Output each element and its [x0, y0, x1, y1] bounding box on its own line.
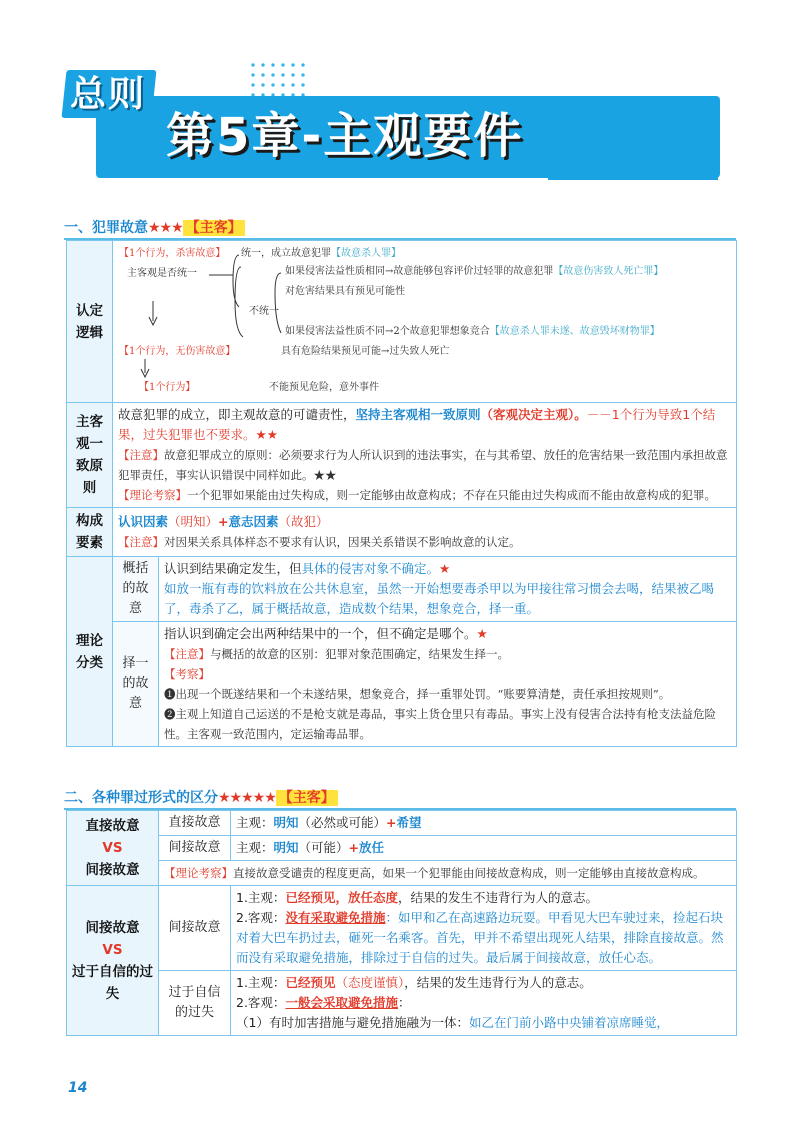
principle-text: －－1个行为导致1个结果，过失犯罪也不要求。★★	[118, 407, 716, 442]
logic-text: 不统一	[249, 306, 279, 317]
section-title: 二、各种罪过形式的区分	[64, 790, 218, 806]
star-rating: ★	[476, 626, 488, 641]
note-tag: 【注意】	[164, 647, 210, 661]
note-tag: 【理论考察】	[164, 866, 233, 880]
cell-emphasis: 明知	[273, 815, 299, 830]
sub-label: 间接故意	[159, 886, 231, 971]
section-heading-1	[64, 218, 245, 238]
row-label: 构成要素	[67, 508, 113, 557]
principle-text: 故意犯罪的成立，即主观故意的可谴责性，	[118, 407, 356, 422]
indirect-intent-cell	[231, 836, 737, 861]
logic-text: 不能预见危险，意外事件	[269, 382, 379, 393]
note-tag: 【注意】	[118, 448, 164, 462]
principle-cell	[113, 403, 737, 508]
row-label	[67, 811, 159, 886]
cell-emphasis: 希望	[396, 815, 422, 830]
logic-text: 【故意杀人罪未遂、故意毁坏财物罪】	[489, 326, 660, 337]
cell-emphasis: 已经预见，放任态度	[285, 890, 398, 905]
cell-text: 1.主观：	[236, 975, 286, 990]
cell-text: （必然或可能）	[298, 815, 387, 830]
cell-text: ，结果的发生违背行为人的意志。	[404, 975, 592, 990]
element-text: +	[218, 514, 229, 529]
cell-text: 2.客观：	[236, 910, 286, 925]
table-row	[67, 811, 737, 836]
principle-emphasis: 坚持主客观相一致原则	[355, 407, 481, 422]
cell-text: （态度谨慎）	[335, 975, 405, 990]
logic-text: 如果侵害法益性质相同→故意能够包容评价过轻罪的故意犯罪	[285, 266, 554, 277]
general-intent-cell	[159, 557, 737, 622]
sub-label: 间接故意	[159, 836, 231, 861]
cell-text: 2.客观：	[236, 995, 286, 1010]
cell-text: +	[348, 840, 360, 855]
element-term: 意志因素	[228, 514, 279, 529]
theory-emphasis: 具体的侵害对象不确定。	[301, 561, 440, 576]
logic-brackets	[113, 241, 691, 403]
row-label: 理论分类	[67, 557, 113, 747]
cell-emphasis: 明知	[273, 840, 299, 855]
logic-diagram	[113, 241, 737, 403]
compare-term: 直接故意	[85, 818, 140, 834]
star-rating: ★	[439, 561, 451, 576]
logic-text: 【1个行为，无伤害故意】	[119, 346, 236, 357]
sub-label: 择一的故意	[113, 622, 159, 747]
theory-example: 如放一瓶有毒的饮料放在公共休息室，虽然一开始想要毒杀甲以为甲接往常习惯会去喝，结果被乙喝了，毒杀了乙，属于概括故意，造成数个结果，想象竞合，择一重。	[164, 581, 715, 616]
chapter-title: 第5章-主观要件	[166, 108, 524, 164]
cell-emphasis: 放任	[359, 840, 385, 855]
cell-text: （可能）	[298, 840, 349, 855]
compare-term: 间接故意	[85, 862, 140, 878]
chapter-banner	[0, 0, 800, 200]
table-row	[67, 508, 737, 557]
note-text: 与概括的故意的区别：犯罪对象范围确定，结果发生择一。	[210, 647, 509, 661]
cell-text: 1.主观：	[236, 890, 286, 905]
logic-text: 【故意杀人罪】	[331, 248, 401, 259]
row-label	[67, 886, 159, 1036]
cell-emphasis: 已经预见	[285, 975, 336, 990]
part-tag: 总则	[70, 74, 147, 115]
theory-text: 认识到结果确定发生，但	[164, 561, 302, 576]
table-row	[67, 971, 737, 1036]
sub-label: 过于自信的过失	[159, 971, 231, 1036]
section-heading-2	[64, 788, 338, 808]
note-text: 直接故意受谴责的程度更高，如果一个犯罪能由间接故意构成，则一定能够由直接故意构成。	[233, 866, 705, 880]
cell-text: +	[386, 815, 397, 830]
logic-text: 主客观是否统一	[127, 268, 197, 279]
note-tag: 【考察】	[164, 667, 210, 681]
logic-text: 对危害结果具有预见可能性	[285, 286, 405, 297]
note-text: 对因果关系具体样态不要求有认识，因果关系错误不影响故意的认定。	[164, 535, 521, 549]
table-row	[67, 886, 737, 971]
table-row	[67, 622, 737, 747]
star-rating: ★★★	[148, 220, 183, 236]
element-text: （故犯）	[278, 514, 329, 529]
criminal-intent-table	[66, 240, 737, 747]
star-rating: ★★★★★	[218, 790, 276, 806]
table-row	[67, 241, 737, 403]
logic-text: 统一，成立故意犯罪	[241, 248, 331, 259]
cell-text: 主观：	[236, 840, 274, 855]
section-title: 一、犯罪故意	[64, 220, 148, 236]
element-text: （明知）	[168, 514, 219, 529]
indirect-intent-detail-cell	[231, 886, 737, 971]
cell-example: 如乙在门前小路中央铺着凉席睡觉，	[468, 1015, 669, 1030]
direct-intent-cell	[231, 811, 737, 836]
cell-emphasis: 没有采取避免措施	[285, 910, 386, 925]
cell-text: （1）有时加害措施与避免措施融为一体：	[236, 1015, 469, 1030]
table-row	[67, 836, 737, 861]
vs-label: VS	[102, 941, 123, 958]
row-label: 认定逻辑	[67, 241, 113, 403]
theory-text: 指认识到确定会出两种结果中的一个，但不确定是哪个。	[164, 626, 477, 641]
logic-text: 【1个行为】	[139, 382, 196, 393]
logic-text: 如果侵害法益性质不同→2个故意犯罪想象竞合	[285, 326, 490, 337]
section-tag: 【主客】	[183, 220, 245, 236]
note-text: 故意犯罪成立的原则：必须要求行为人所认识到的违法事实，在与其希望、放任的危害结果一致范围内承担故意犯罪责任，事实认识错误中同样如此。★★	[118, 448, 728, 482]
note-text: ❷主观上知道自己运送的不是枪支就是毒品，事实上货仓里只有毒品。事实上没有侵害合法持有枪支法益危险性。主客观一致范围内，定运输毒品罪。	[164, 707, 716, 741]
fault-forms-table	[66, 810, 737, 1036]
page-number: 14	[68, 1080, 88, 1096]
section-tag: 【主客】	[276, 790, 338, 806]
table-row	[67, 557, 737, 622]
note-text: 一个犯罪如果能由过失构成，则一定能够由故意构成；不存在只能由过失构成而不能由故意构成的犯罪。	[187, 488, 716, 502]
alternative-intent-cell	[159, 622, 737, 747]
cell-example: ：如甲和乙在高速路边玩耍。甲看见大巴车驶过来，捡起石块对着大巴车扔过去，砸死一名乘客。首先，甲并不希望出现死人结果，排除直接故意。然而没有采取避免措施，排除过于自信的过失。最后属于间接故意，放任心态。	[236, 910, 724, 965]
table-row	[67, 403, 737, 508]
principle-emphasis: （客观决定主观）。	[480, 407, 587, 422]
overconfident-negligence-cell	[231, 971, 737, 1036]
logic-text: 【故意伤害致人死亡罪】	[553, 266, 664, 277]
cell-text: ，结果的发生不违背行为人的意志。	[397, 890, 598, 905]
theory-note-cell	[159, 861, 737, 886]
cell-emphasis: 一般会采取避免措施	[285, 995, 398, 1010]
elements-cell	[113, 508, 737, 557]
table-row	[67, 861, 737, 886]
vs-label: VS	[102, 840, 123, 856]
logic-text: 具有危险结果预见可能→过失致人死亡	[281, 346, 450, 357]
element-term: 认识因素	[118, 514, 169, 529]
logic-text: 【1个行为，杀害故意】	[119, 248, 226, 259]
cell-text: 主观：	[236, 815, 274, 830]
sub-label: 概括的故意	[113, 557, 159, 622]
cell-text: ：	[397, 995, 411, 1010]
note-text: ❶出现一个既遂结果和一个未遂结果，想象竞合，择一重罪处罚。“账要算清楚，责任承担按规则”。	[164, 687, 671, 701]
compare-term: 间接故意	[85, 919, 140, 936]
compare-term: 过于自信的过失	[72, 963, 153, 1002]
decorative-dots	[248, 60, 306, 100]
sub-label: 直接故意	[159, 811, 231, 836]
note-tag: 【注意】	[118, 535, 164, 549]
row-label: 主客观一致原则	[67, 403, 113, 508]
note-tag: 【理论考察】	[118, 488, 187, 502]
